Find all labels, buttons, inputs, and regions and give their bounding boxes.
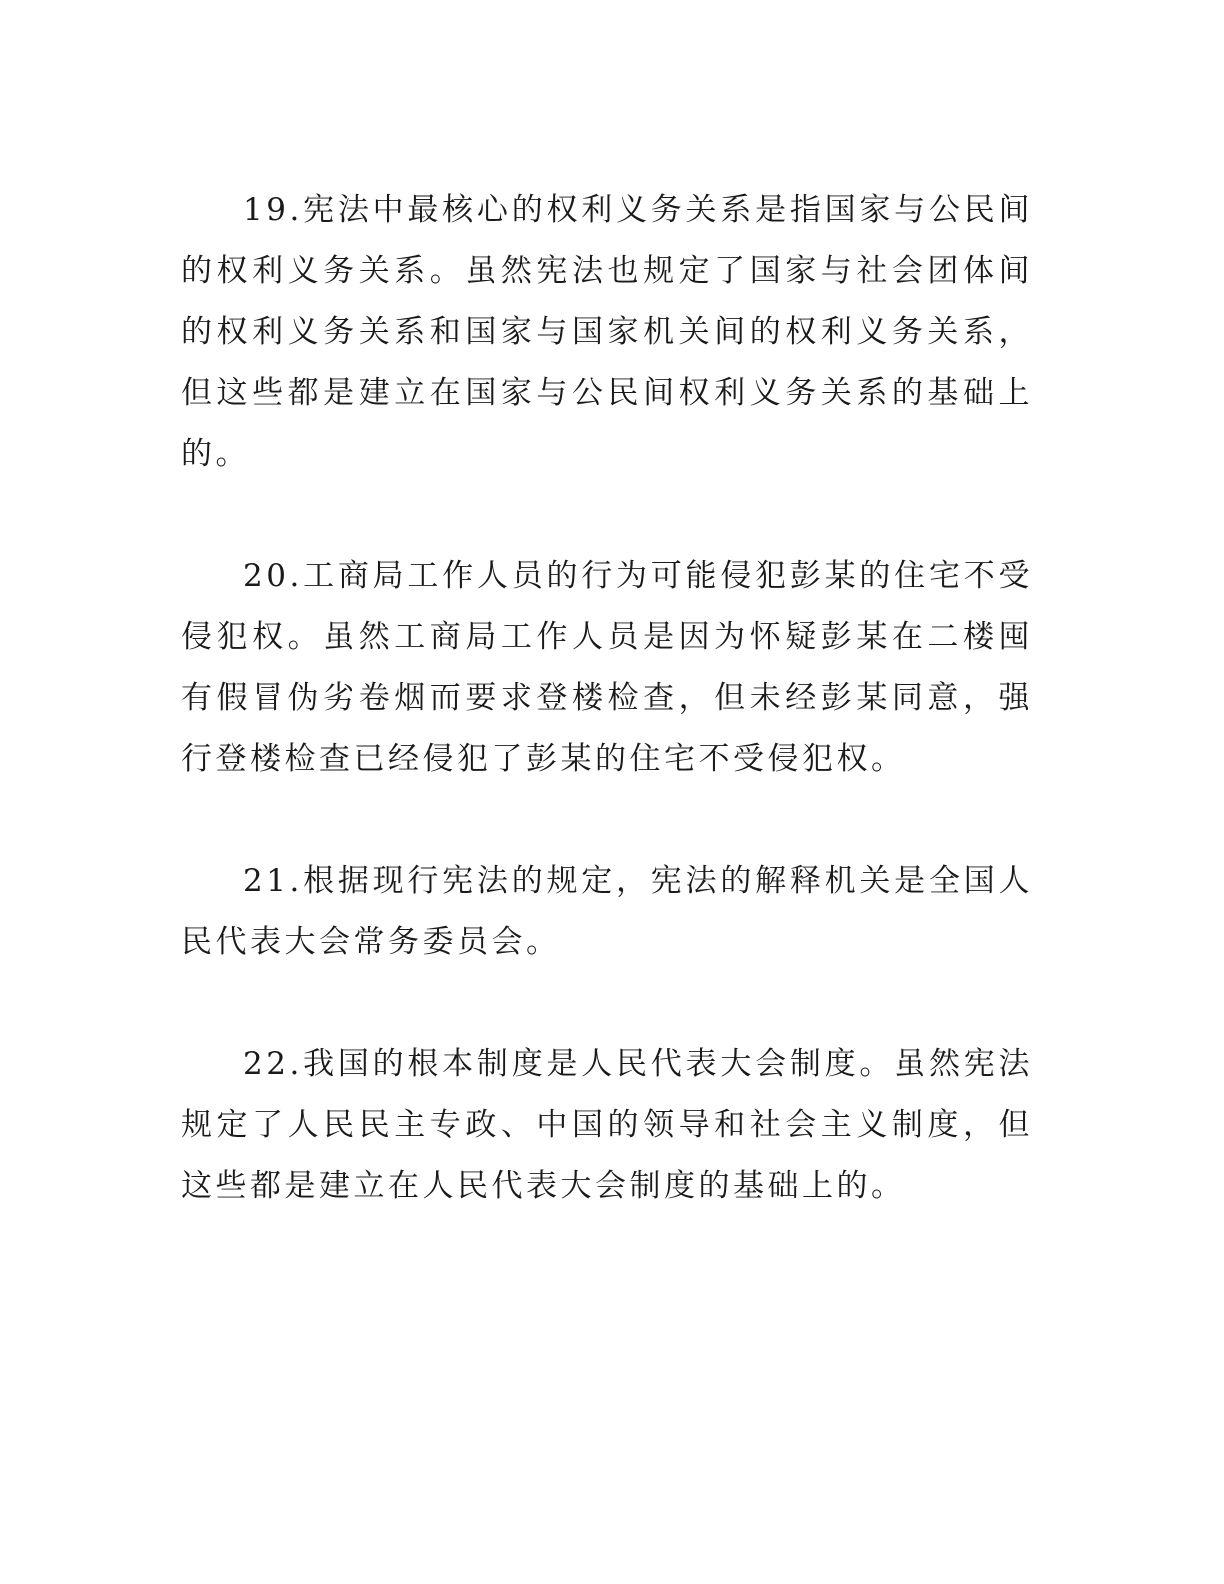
paragraph-19: 19.宪法中最核心的权利义务关系是指国家与公民间的权利义务关系。虽然宪法也规定了国家与社会团体间的权利义务关系和国家与国家机关间的权利义务关系，但这些都是建立在国家与公民间权利义务关系的基础上的。	[181, 192, 1033, 472]
paragraph-22: 22.我国的根本制度是人民代表大会制度。虽然宪法规定了人民民主专政、中国的领导和社会主义制度，但这些都是建立在人民代表大会制度的基础上的。	[181, 1046, 1033, 1204]
paragraph-21: 21.根据现行宪法的规定，宪法的解释机关是全国人民代表大会常务委员会。	[181, 863, 1033, 960]
paragraph-20: 20.工商局工作人员的行为可能侵犯彭某的住宅不受侵犯权。虽然工商局工作人员是因为怀疑彭某在二楼囤有假冒伪劣卷烟而要求登楼检查，但未经彭某同意，强行登楼检查已经侵犯了彭某的住宅不受侵犯权。	[181, 558, 1033, 777]
document-body	[181, 180, 1033, 1217]
